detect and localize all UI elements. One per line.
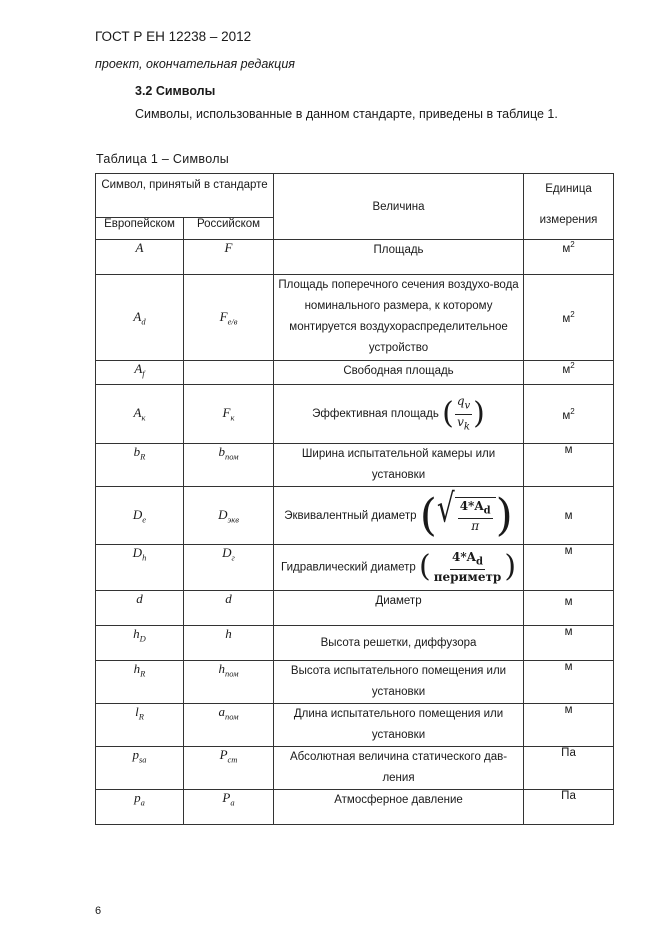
quantity-cell: Площадь [274, 240, 524, 275]
quantity-cell: Высота испытательного помещения или установки [274, 661, 524, 704]
quantity-cell: Абсолютная величина статического дав-ления [274, 747, 524, 790]
table-row [96, 626, 614, 661]
symbol-russian: F [184, 240, 274, 275]
unit-cell: м [524, 487, 614, 545]
quantity-cell: Высота решетки, диффузора [274, 626, 524, 661]
page-number: 6 [95, 905, 102, 917]
effective-area-formula: ( $\frac{q_v}{v_k}$ ) [442, 394, 485, 432]
unit-cell: $м^2$ [524, 385, 614, 444]
symbol-european: $D_e$ [96, 487, 184, 545]
unit-cell: м [524, 626, 614, 661]
table-row [96, 545, 614, 591]
table-row [96, 240, 614, 275]
unit-cell: Па [524, 790, 614, 825]
quantity-cell: Ширина испытательной камеры или установки [274, 444, 524, 487]
symbol-russian: $a_{пом}$ [184, 704, 274, 747]
table-row [96, 275, 614, 361]
symbol-european: $A_f$ [96, 361, 184, 385]
quantity-cell: Диаметр [274, 591, 524, 626]
unit-cell: м [524, 704, 614, 747]
symbol-european: A [96, 240, 184, 275]
table-row [96, 444, 614, 487]
symbol-russian: $b_{пом}$ [184, 444, 274, 487]
table-row [96, 790, 614, 825]
symbols-table [95, 173, 614, 825]
section-heading: 3.2 Символы [135, 84, 216, 98]
quantity-text: Эквивалентный диаметр [284, 509, 417, 522]
symbol-european: d [96, 591, 184, 626]
symbol-russian: $h_{пом}$ [184, 661, 274, 704]
quantity-cell: Длина испытательного помещения или установки [274, 704, 524, 747]
table-caption: Таблица 1 – Символы [96, 152, 230, 166]
quantity-cell [274, 385, 524, 444]
header-european: Европейском [96, 218, 184, 240]
unit-cell: м [524, 444, 614, 487]
header-unit: Единица измерения [524, 174, 614, 240]
symbol-european: $p_{sa}$ [96, 747, 184, 790]
symbol-european: $h_R$ [96, 661, 184, 704]
quantity-cell [274, 545, 524, 591]
symbol-russian: d [184, 591, 274, 626]
symbol-european: $l_R$ [96, 704, 184, 747]
table-row [96, 487, 614, 545]
header-quantity: Величина [274, 174, 524, 240]
unit-cell: м [524, 661, 614, 704]
table-row [96, 704, 614, 747]
symbol-russian: $F_{е/в}$ [184, 275, 274, 361]
unit-cell: Па [524, 747, 614, 790]
header-russian: Российском [184, 218, 274, 240]
hydraulic-diameter-formula: ( $\frac{4*A_d}{\text{периметр}}$ ) [419, 549, 517, 585]
quantity-cell: Атмосферное давление [274, 790, 524, 825]
document-status: проект, окончательная редакция [95, 57, 295, 71]
table-row [96, 385, 614, 444]
equivalent-diameter-formula: ( √ $\frac{4*A_d}{\pi}$ ) [419, 485, 513, 541]
quantity-text: Эффективная площадь [312, 408, 439, 421]
quantity-cell [274, 487, 524, 545]
symbol-european: $h_D$ [96, 626, 184, 661]
unit-cell: $м^2$ [524, 240, 614, 275]
symbol-russian: $P_{ст}$ [184, 747, 274, 790]
table-header-row [96, 174, 614, 218]
symbol-european: $D_h$ [96, 545, 184, 591]
quantity-cell: Площадь поперечного сечения воздухо-вода номинального размера, к которому монтируется воздухораспределительное устройство [274, 275, 524, 361]
quantity-text: Гидравлический диаметр [280, 561, 416, 574]
symbol-russian: $P_а$ [184, 790, 274, 825]
symbol-russian [184, 361, 274, 385]
table-row [96, 591, 614, 626]
symbol-european: $A_к$ [96, 385, 184, 444]
section-intro: Символы, использованные в данном стандарте, приведены в таблице 1. [135, 107, 558, 121]
symbol-russian: h [184, 626, 274, 661]
table-row [96, 747, 614, 790]
table-row [96, 661, 614, 704]
symbol-european: $A_d$ [96, 275, 184, 361]
symbol-russian: $F_к$ [184, 385, 274, 444]
unit-cell: $м^2$ [524, 275, 614, 361]
unit-cell: м [524, 591, 614, 626]
document-header: ГОСТ Р ЕН 12238 – 2012 [95, 29, 252, 44]
unit-cell: $м^2$ [524, 361, 614, 385]
symbol-european: $p_a$ [96, 790, 184, 825]
symbol-russian: $D_{экв}$ [184, 487, 274, 545]
quantity-cell: Свободная площадь [274, 361, 524, 385]
symbol-russian: $D_г$ [184, 545, 274, 591]
header-symbol-group: Символ, принятый в стандарте [96, 174, 274, 218]
symbol-european: $b_R$ [96, 444, 184, 487]
unit-cell: м [524, 545, 614, 591]
table-row [96, 361, 614, 385]
